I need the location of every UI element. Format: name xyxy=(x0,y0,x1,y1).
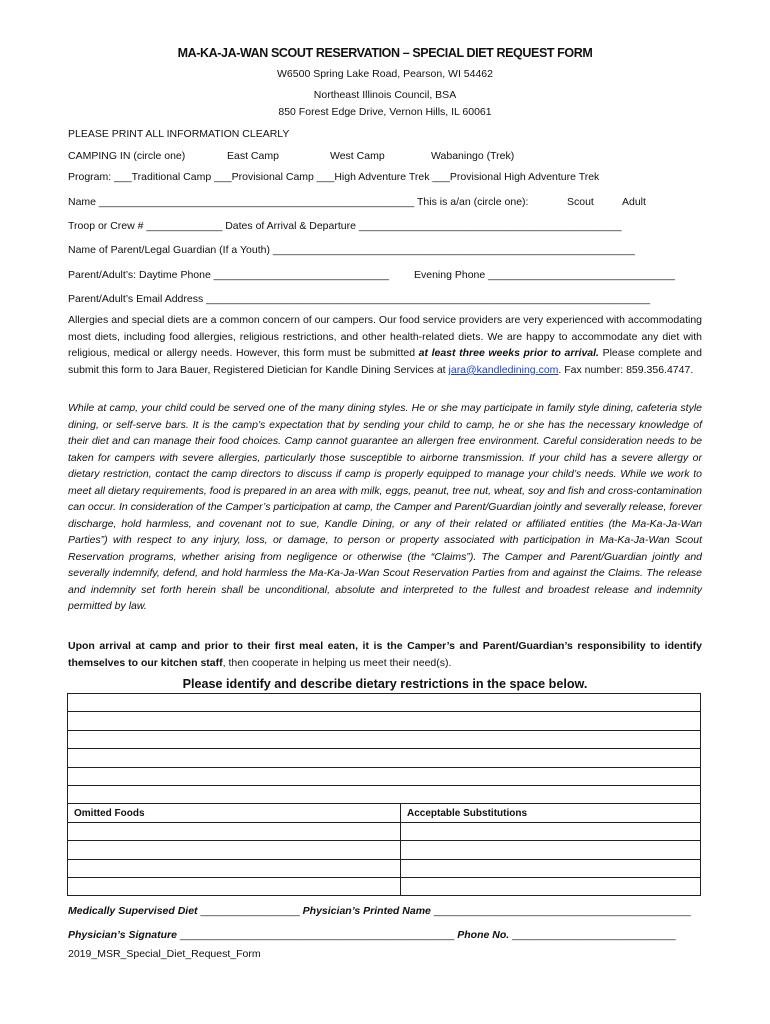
name-line[interactable]: Name ______________________________________________________ This is a/an (circle one): xyxy=(68,196,529,208)
restriction-row[interactable] xyxy=(68,785,701,803)
substitution-cell[interactable] xyxy=(401,822,701,840)
omitted-foods-header: Omitted Foods xyxy=(68,804,401,822)
camp-option-trek[interactable]: Wabaningo (Trek) xyxy=(431,150,515,162)
restrictions-heading: Please identify and describe dietary restrictions in the space below. xyxy=(182,677,588,691)
council-name: Northeast Illinois Council, BSA xyxy=(313,89,457,101)
print-note: PLEASE PRINT ALL INFORMATION CLEARLY xyxy=(68,128,290,140)
role-option-scout[interactable]: Scout xyxy=(567,196,594,208)
restriction-row[interactable] xyxy=(68,749,701,767)
omitted-food-cell[interactable] xyxy=(68,822,401,840)
role-option-adult[interactable]: Adult xyxy=(622,196,646,208)
substitution-cell[interactable] xyxy=(401,877,701,895)
omitted-food-cell[interactable] xyxy=(68,877,401,895)
council-address: 850 Forest Edge Drive, Vernon Hills, IL 60061 xyxy=(278,106,492,118)
dietician-email-link[interactable]: jara@kandledining.com xyxy=(448,363,559,376)
medically-supervised-line[interactable]: Medically Supervised Diet _________________ Physician’s Printed Name ____________________________________________ xyxy=(68,905,691,917)
form-identifier: 2019_MSR_Special_Diet_Request_Form xyxy=(68,948,261,960)
daytime-phone-line[interactable]: Parent/Adult’s: Daytime Phone ______________________________ xyxy=(68,269,389,281)
substitutions-header: Acceptable Substitutions xyxy=(401,804,701,822)
restriction-row[interactable] xyxy=(68,730,701,748)
restriction-row[interactable] xyxy=(68,694,701,712)
restriction-row[interactable] xyxy=(68,767,701,785)
guardian-line[interactable]: Name of Parent/Legal Guardian (If a Youth) ______________________________________________________________ xyxy=(68,244,635,256)
camp-option-east[interactable]: East Camp xyxy=(227,150,279,162)
email-line[interactable]: Parent/Adult’s Email Address ____________________________________________________________________________ xyxy=(68,293,650,305)
program-line[interactable]: Program: ___Traditional Camp ___Provisional Camp ___High Adventure Trek ___Provisional High Adventure Trek xyxy=(68,171,600,183)
substitution-cell[interactable] xyxy=(401,841,701,859)
omitted-food-cell[interactable] xyxy=(68,841,401,859)
restriction-row[interactable] xyxy=(68,712,701,730)
form-title: MA-KA-JA-WAN SCOUT RESERVATION – SPECIAL DIET REQUEST FORM xyxy=(177,46,593,60)
restrictions-table xyxy=(67,693,701,896)
waiver-paragraph: While at camp, your child could be served one of the many dining styles. He or she may participate in family style dining, cafeteria style dining, or self-serve bars. It is the camp’s expectation that by sending your child to camp, he or she has the necessary knowledge of their diet and can manage their food choices. Camp cannot guarantee an allergen free environment. Careful consideration needs to be taken for campers with severe allergies, particularly those susceptible to airborne transmission. If your child has a severe allergy or dietary restriction, contact the camp directors to discuss if camp is properly equipped to manage your child’s needs. While we work to meet all dietary requirements, food is prepared in an area with milk, eggs, peanut, tree nut, wheat, soy and fish and cross-contamination can occur. In consideration of the Camper’s participation at camp, the Camper and Parent/Guardian jointly and severally release, forever discharge, hold harmless, and covenant not to sue, Kandle Dining, or any of their related or affiliated entities (the Ma-Ka-Ja-Wan Parties”) with respect to any injury, loss, or damage, to person or property associated with participation in Ma-Ka-Ja-Wan Scout Reservation programs, whether arising from negligence or otherwise (the “Claims”). The Camper and Parent/Guardian jointly and severally indemnify, defend, and hold harmless the Ma-Ka-Ja-Wan Scout Reservation Parties from and against the Claims. The release and indemnity set forth herein shall be unconditional, absolute and interpreted to the fullest and broadest release and indemnity permitted by law. xyxy=(68,402,702,612)
substitution-cell[interactable] xyxy=(401,859,701,877)
physician-signature-line[interactable]: Physician’s Signature _______________________________________________ Phone No. ____________________________ xyxy=(68,929,676,941)
reservation-address: W6500 Spring Lake Road, Pearson, WI 54462 xyxy=(277,68,493,80)
troop-line[interactable]: Troop or Crew # _____________ Dates of Arrival & Departure _____________________________________________ xyxy=(68,220,622,232)
omitted-food-cell[interactable] xyxy=(68,859,401,877)
camping-label: CAMPING IN (circle one) xyxy=(68,150,186,162)
arrival-paragraph: Upon arrival at camp and prior to their first meal eaten, it is the Camper’s and Parent/Guardian’s responsibility to identify themselves to our kitchen staff, then cooperate in helping us meet their need(s). xyxy=(68,640,702,669)
camp-option-west[interactable]: West Camp xyxy=(330,150,385,162)
intro-paragraph: Allergies and special diets are a common concern of our campers. Our food service providers are very experienced with accommodating most diets, including food allergies, religious restrictions, and other health-related diets. We are happy to accommodate any diet with religious, medical or allergy needs. However, this form must be submitted at least three weeks prior to arrival. Please complete and submit this form to Jara Bauer, Registered Dietician for Kandle Dining Services at jara@kandledining.com. Fax number: 859.356.4747. xyxy=(68,314,702,376)
evening-phone-line[interactable]: Evening Phone ________________________________ xyxy=(414,269,676,281)
